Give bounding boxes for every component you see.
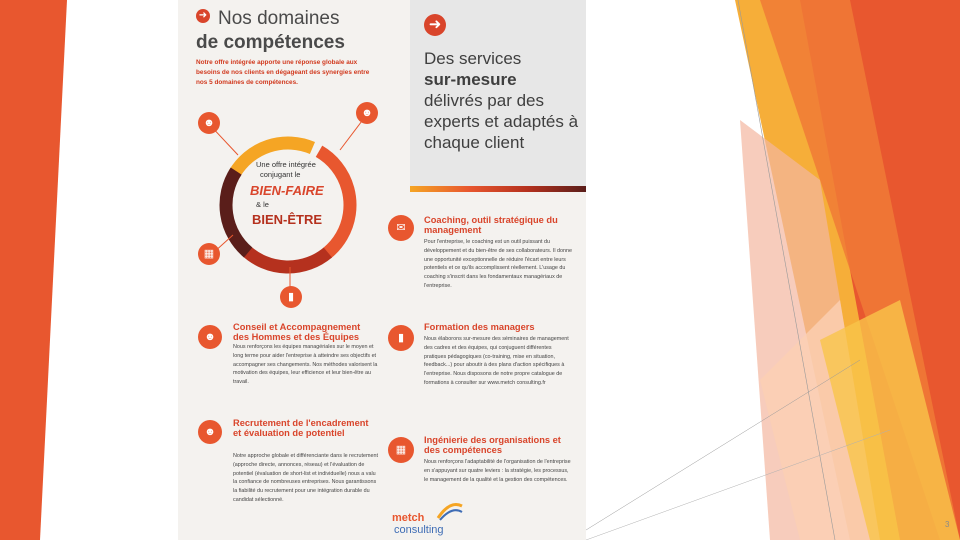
left-title-line1: Nos domaines [218,8,340,29]
section-coaching-body: Pour l'entreprise, le coaching est un outil puissant du développement et du bien-être de ses collaborateurs. Il donne une opportunité exceptionnelle de réduire l'écart entre leurs potentiels et ce qu'ils accomplissent réellement. L'usage du coaching s'inscrit dans les fondamentaux managériaux de l'entreprise. [424,239,573,289]
people-icon: ☻ [198,325,222,349]
arrow-right-icon: ➜ [424,14,446,36]
section-formation-body: Nous élaborons sur-mesure des séminaires de management des cadres et des équipes, qui conjuguent différentes pratiques pédagogiques (co-training, mise en situation, feedback...) pour aboutir à des plans d'action spécifiques à l'entreprise. Nous disposons de notre propre catalogue de formations à consulter sur www.metch consulting.fr [424,336,569,386]
section-recrutement-body: Notre approche globale et différenciante dans le recrutement (approche directe, annonces, réseau) et l'évaluation de potentiel (évaluation de short-list et individuelle) nous a valu la confiance de nombreuses entreprises. Nous garantissons la fiabilité du recrutement pour une intégration durable du candidat sélectionné. [233,453,378,503]
section-formation-title: Formation des managers [424,322,535,332]
org-chart-icon: ▦ [198,243,220,265]
left-title-line2: de compétences [196,32,345,53]
ring-bien-etre: BIEN-ÊTRE [252,212,323,227]
section-recrutement-title: Recrutement de l'encadrement et évaluation de potentiel [233,418,369,438]
section-ingenierie-body: Nous renforçons l'adaptabilité de l'organisation de l'entreprise en s'appuyant sur quatre leviers : la stratégie, les processus, le management de la qualité et la gestion des compétences. [424,459,571,483]
color-bar [410,186,586,192]
people-icon: ☻ [198,112,220,134]
page-number: 3 [945,520,950,529]
ring-line2: conjugant le [260,170,301,179]
logo-swoosh-icon [436,500,464,522]
section-coaching-title: Coaching, outil stratégique du management [424,215,558,235]
brochure-scan [178,0,586,540]
ring-bien-faire: BIEN-FAIRE [250,183,324,198]
org-chart-icon: ▦ [388,437,414,463]
right-headline: Des services sur-mesure délivrés par des experts et adaptés à chaque client [424,49,579,152]
section-conseil-body: Nous renforçons les équipes managériales sur le moyen et long terme pour aider l'entreprise à atteindre ses objectifs et accompagner ses changements. Nos méthodes valorisent la motivation des équipes, leur efficience et leur bien-être au travail. [233,344,378,386]
group-icon: ☻ [198,420,222,444]
book-icon: ▮ [388,325,414,351]
section-ingenierie-title: Ingénierie des organisations et des compétences [424,435,561,455]
group-icon: ☻ [356,102,378,124]
logo-consulting: consulting [394,524,444,536]
ring-line1: Une offre intégrée [256,160,316,169]
logo-metch: metch [392,512,425,524]
left-intro: Notre offre intégrée apporte une réponse globale aux besoins de nos clients en dégageant des synergies entre nos 5 domaines de compétences. [196,59,370,86]
speech-bubble-icon: ✉ [388,215,414,241]
book-icon: ▮ [280,286,302,308]
ring-mid: & le [256,200,269,209]
arrow-right-icon: ➜ [196,9,210,23]
section-conseil-title: Conseil et Accompagnement des Hommes et des Équipes [233,322,361,342]
